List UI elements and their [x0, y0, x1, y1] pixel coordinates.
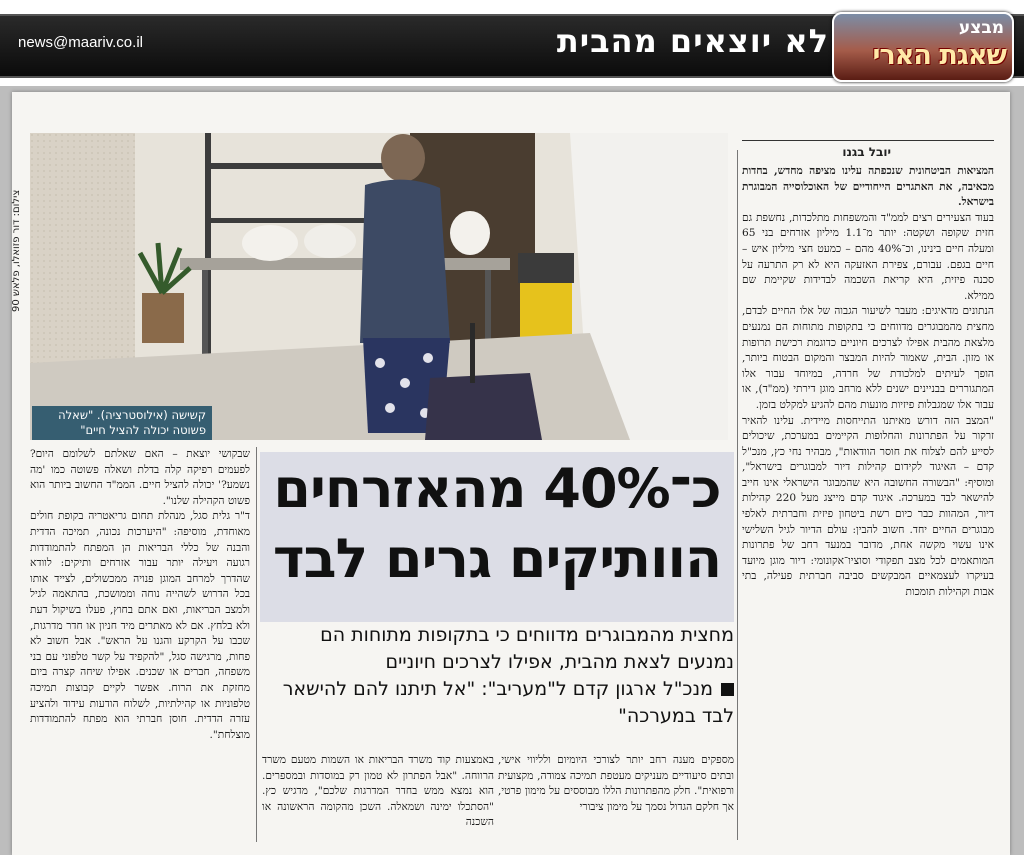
- byline: יובל בגנו: [842, 145, 891, 159]
- headline-line-2: הוותיקים גרים לבד: [272, 527, 722, 590]
- masthead-title: לא יוצאים מהבית: [556, 22, 829, 60]
- article-paragraph: מספקים מענה רחב יותר לצורכי היומיום ולליווי אישי, ובתים סיעודיים מעניקים מעטפת תמיכה צמודה, מקצועית ורפואית". חלק מהפתרונות הללו מבוססים על מימון פרטי, אך חלקם הגדול נסמך על מימון ציבורי: [498, 754, 734, 813]
- article-column-right: [742, 164, 994, 842]
- headline: [260, 454, 734, 594]
- masthead-email[interactable]: news@maariv.co.il: [18, 34, 143, 51]
- logo-main-text: שאגת הארי: [872, 40, 1006, 71]
- subheadline-quote: [262, 676, 734, 730]
- photo-caption: קשישה (אילוסטרציה). "שאלה פשוטה יכולה להציל חיים": [32, 406, 212, 440]
- bullet-square: [721, 683, 734, 696]
- photo-credit: צילום: דור פזואלו, פלאש 90: [11, 189, 22, 312]
- column-divider: [737, 150, 738, 840]
- byline-rule: [742, 140, 994, 141]
- article-paragraph: ד"ר גלית סגל, מנהלת תחום גריאטריה בקופת חולים מאוחדת, מוסיפה: "היערכות נכונה, תמיכה הדדית והבנה של כללי הבריאות הן המפתח להתמודדות רגועה ויעילה יותר עבור אזרחים ותיקים: לוודא שהדרך למרחב המוגן פנויה ממכשולים, לצייד אותו בכל הדרוש לשהייה נוחה וממושכת, בהתאמה לגיל ולמצב הבריאות, ואם אתם בחוץ, פעלו בשיקול דעת ולא בלחץ. אם לא מאתרים מיד חניון או חדר מדרגות, שכבו על הקרקע והגנו על הראש". אבל חשוב לא פחות, מרגישה סגל, "להקפיד על קשר טלפוני עם בני משפחה, חברים או שכנים. אפילו שיחה קצרה ביום מחזקת את הרוח. אפשר לקיים קבוצות תמיכה טלפוניות או קהילתיות, לשלוח הודעות עידוד ולהציע עזרה הדדית. חוסן חברתי הוא מפתח להתמודדות מוצלחת".: [30, 510, 250, 741]
- article-photo: [30, 133, 728, 440]
- headline-line-1: כ־40% מהאזרחים: [273, 457, 721, 520]
- column-divider: [256, 447, 257, 842]
- subheadline-quote-text: מנכ"ל ארגון קדם ל"מעריב": "אל תיתנו להם להישאר לבד במערכה": [282, 678, 734, 727]
- article-paragraph: "המצב הזה דורש מאיתנו התייחסות מיידית. עלינו להאיר זרקור על הפתרונות והחלופות הקיימים במערכת, שיכולים לסייע להם לצלוח את חוסר הוודאות", מבהיר נחי כץ, מנכ"ל קדם – האיגוד לקידום קהילות דיור למבוגרים בישראל", ומוסיף: "הבשורה החשובה היא שהמבוגר הישראלי אינו חייב להישאר לבד במערכה. איגוד קדם מייצג מעל 220 קהילות דיור, המהוות כבר כיום רשת ביטחון פיזית וחברתית לאלפי מבוגרים החיים יחד. חשוב להבין: עולם הדיור לגיל השלישי אינו עשוי מקשה אחת, מדובר במנעד רחב של פתרונות המותאמים לכל מצב תפקודי וסוציו־אקונומי: דיור מוגן מיועד בעיקרו לעצמאיים המבקשים סביבה חברתית פעילה, בתי אבות וקהילות תומכות: [742, 414, 994, 599]
- article-paragraph: בעוד הצעירים רצים לממ"ד והמשפחות מתלכדות, נחשפת גם חזית שקופה ושקטה: יותר מ־1.1 מיליון אזרחים בני 65 ומעלה חיים בינינו, וכ־40% מהם – כמעט חצי מיליון איש – חיים בגפם. עבורם, צפירת האזעקה היא לא רק התרעה על סכנה פיזית, היא קריאת השכמה לבדידות שקיימת שם ממילא.: [742, 211, 994, 302]
- article-column-mid-left: [262, 753, 494, 841]
- article-lead: המציאות הביטחונית שנכפתה עלינו מציפה מחדש, בחדות מכאיבה, את האתגרים הייחודיים של האוכלוסייה המבוגרת בישראל.: [742, 165, 994, 209]
- photo-illustration: [30, 133, 728, 440]
- operation-logo: [832, 12, 1014, 82]
- subheadline: מחצית מהמבוגרים מדווחים כי בתקופות מתוחות הם נמנעים לצאת מהבית, אפילו לצרכים חיוניים: [320, 624, 734, 673]
- article-column-mid-right: [498, 753, 734, 841]
- article-paragraph: שבקושי יוצאת – האם שאלתם לשלומם היום? לפעמים רפיקה קלה בדלת ושאלה פשוטה כמו 'מה נשמע?' יכולה להציל חיים. הממ"ד החשוב ביותר הוא פשוט הקהילה שלנו".: [30, 448, 250, 507]
- article-column-left: [30, 447, 250, 840]
- article-paragraph: הנתונים מדאיגים: מעבר לשיעור הגבוה של אלו החיים לבדם, מחצית מהמבוגרים מדווחים כי בתקופות מתוחות הם נמנעים מלצאת מהבית אפילו לצרכים חיוניים כדוגמת רכישת תרופות או מזון. הבית, שאמור להיות המבצר והמקום הבטוח ביותר, הופך לעיתים למלכודת של חרדה, במיוחד עבור אלו המתגוררים בבניינים ישנים ללא מרחב מוגן דירתי (ממ"ד), או עבור אלו שמגבלות פיזיות מונעות מהם להגיע למקלט בזמן.: [742, 305, 994, 411]
- logo-top-text: מבצע: [958, 18, 1004, 38]
- masthead: [0, 0, 1024, 86]
- article-paragraph: באמצעות קוד משרד הבריאות או השמות מטעם משרד הרווחה. "אבל הפתרון לא טמון רק במוסדות ובמספרים. הוא נמצא ממש בחדר המדרגות שלכם", מדגיש כץ. "הסתכלו ימינה ושמאלה. השכן מהקומה הראשונה או השכנה: [262, 754, 494, 829]
